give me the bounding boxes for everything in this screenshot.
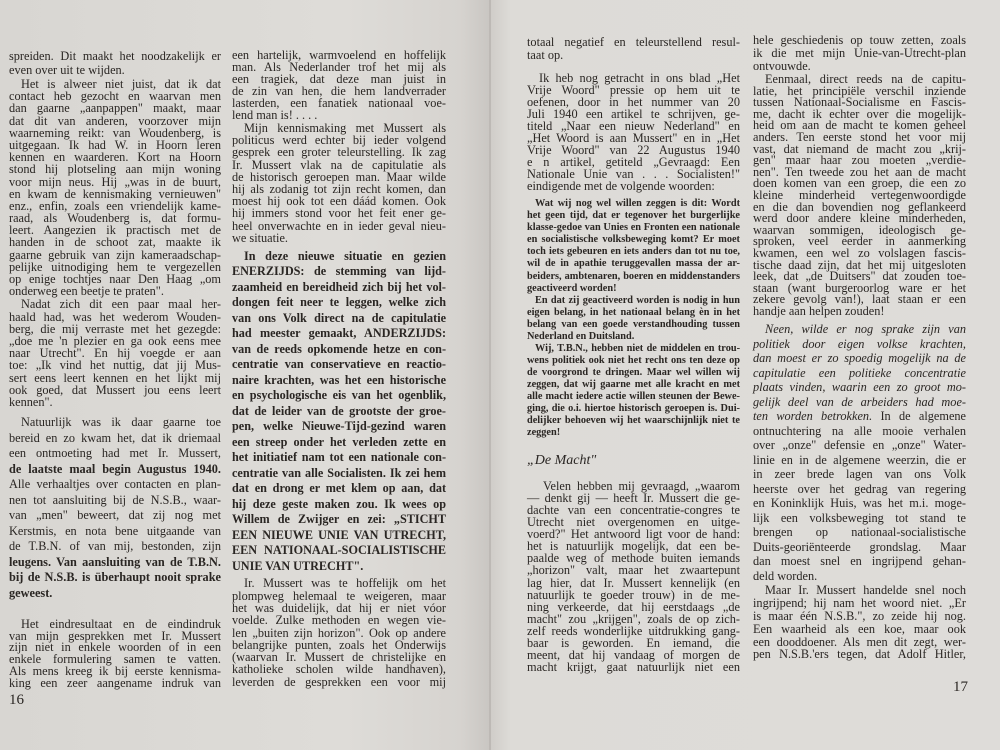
text-line: latie, het principiële verschil inziende — [753, 83, 966, 98]
text-line: e n artikel, getiteld „Gevraagd: Een — [527, 155, 740, 169]
paragraph — [232, 49, 446, 121]
text-line: een dooddoener. Als men dit zegt, wer- — [753, 634, 966, 649]
text-line: eigen belang, in het nationaal belang èn in het — [527, 306, 740, 318]
text-line: Ir. Mussert vlak na de capitulatie als — [232, 157, 446, 172]
text-line: zaamheid en bereidheid zich bij het vol- — [232, 279, 446, 294]
paragraph — [527, 72, 740, 192]
text-line: king een zeer aangename indruk van — [9, 675, 221, 690]
text-line: over „onze" defensie en „onze" Water- — [753, 438, 966, 453]
text-line: een streep onder het verleden zette en — [232, 434, 446, 449]
text-line: de zin van hen, die hem landverrader — [232, 84, 446, 98]
text-line: de historisch geroepen man. Maar wilde — [232, 169, 446, 184]
text-line: Een waarheid als een koe, maar ook — [753, 621, 966, 636]
paragraph — [9, 78, 221, 297]
text-line: dan gaarne „aanpappen" maakt, maar — [9, 101, 221, 116]
text-line — [9, 555, 221, 571]
bold-text: geweest. — [9, 585, 53, 600]
text-line: heel onverwachte en in ieder geval nieu- — [232, 218, 446, 233]
quoted-paragraph — [527, 198, 740, 295]
text-line: ging, die o.i. hiertoe historisch geroepen is. Dui- — [527, 402, 740, 414]
text-line: (waarvan Ir. Mussert de christelijke en — [232, 650, 446, 665]
text-line: kleine minderheid vertegenwoordigde — [753, 187, 966, 202]
paragraph — [9, 50, 221, 77]
text-line: tische daad zijn, dat het mij uitgesloten — [753, 257, 966, 272]
text-line: tussen Nationaal-Socialisme en Fascis- — [753, 95, 966, 110]
text-line: doen komen van een groep, die een zo — [753, 176, 966, 191]
text-line: Vrije Woord" pressie op hem uit te — [527, 83, 740, 97]
text-line: het geen tijd, dat er tegenover het burgerlijke — [527, 210, 740, 222]
text-line: geactiveerd worden! — [527, 282, 617, 294]
text-line: UNIE VAN UTRECHT". — [232, 558, 364, 573]
text-line: Het is alweer niet juist, dat ik dat — [21, 77, 221, 91]
text-line: een tragiek, dat deze man juist in — [232, 72, 446, 86]
text-line: lend man is! . . . . — [232, 108, 318, 122]
text-line: een ontmoeting had met Ir. Mussert, — [9, 446, 221, 461]
text-line: Wij, T.B.N., hebben niet de middelen en trou- — [535, 342, 740, 354]
text-line: hij als zodanig tot zijn recht komen, dan — [232, 181, 446, 196]
text-line: delijker behoeven wij het waarschijnlijk niet te — [527, 414, 740, 426]
text-line: anders. Ten eerste stond het voor mij — [753, 129, 966, 144]
text-line: Natuurlijk was ik daar gaarne toe — [21, 415, 221, 430]
paragraph — [753, 322, 966, 583]
page-17-column-2 — [753, 34, 966, 661]
text-line: van „men" beweert, dat zij nog met — [9, 508, 221, 523]
text-line: de T.B.N. of van mij, bestonden, zijn — [9, 539, 221, 554]
text-line: pelijke uitnodiging hem te vergezellen — [9, 259, 221, 274]
text-line: handje aan helpen zouden! — [753, 303, 885, 318]
text-line: van ons Volk direct na de capitulatie — [232, 310, 446, 325]
text-line: en kwam de kennismaking vernieuwen" — [9, 186, 221, 201]
text-line: politicus werd echter bij ieder volgend — [232, 133, 446, 148]
paragraph — [232, 122, 446, 244]
text-line: en Koninklijk Huis, was het m.i. moge- — [753, 496, 966, 511]
book-gutter — [489, 0, 491, 750]
text-line: wil de in apathie teruggevallen massa der ar- — [527, 258, 740, 270]
text-line: meent, dat hij vandaag of morgen de — [527, 648, 740, 663]
text-line: leert. Aangezien ik practisch met de — [9, 223, 221, 238]
text-line: centratie van conservatieve en reactio- — [232, 357, 446, 372]
text-line: van mijn gesprekken met Ir. Mussert — [9, 628, 221, 643]
text-line: naire krachten, was het een historische — [232, 372, 446, 387]
text-line: Nadat zich dit een paar maal her- — [21, 297, 221, 312]
text-line: kennen en waarderen. Kort na Hoorn — [9, 150, 221, 165]
page-number-16: 16 — [9, 692, 24, 708]
text-line: nen tot aansluiting bij de N.S.B., waar- — [9, 492, 221, 507]
text-line: ontnuchtering na alle mooie verhalen — [753, 423, 966, 438]
text-line: hij immers stond voor het feit ener ge- — [232, 206, 446, 221]
text-line: is maar één N.S.B.", zo zeide hij nog. — [753, 609, 966, 624]
text-line: lag hier, dat Ir. Mussert kennelijk (en — [527, 575, 740, 590]
bold-text: de laatste maal begin Augustus 1940. — [9, 461, 221, 476]
paragraph — [9, 415, 221, 601]
text-line: op enige tochtjes naar Den Haag „om — [9, 272, 221, 286]
text-line: Utrecht niet overgenomen en uitge- — [527, 515, 740, 530]
text-line: voerd?" Het antwoord ligt voor de hand: — [527, 527, 740, 542]
text-line: nen". Ten tweede zou het aan de macht — [753, 164, 966, 179]
text-line: stond hij plotseling aan mijn woning — [9, 162, 221, 177]
text-line: van de reeds opkomende hetze en con- — [232, 341, 446, 356]
text-line: even over uit te wijden. — [9, 62, 125, 77]
text-line — [9, 570, 221, 586]
text-line: pen, welke Nieuwe-Tijd-gezind waren — [232, 419, 446, 434]
text-line: ik die met mijn Unie-van-Utrecht-plan — [753, 46, 966, 60]
paragraph — [753, 34, 966, 73]
text-line: contact heb gezocht en waarvan men — [9, 89, 221, 104]
paragraph — [753, 584, 966, 661]
text-line: alle macht iedere actie willen steunen der Bewe- — [527, 390, 740, 402]
text-line: wens politiek ook niet het recht ons ten deze op — [527, 354, 740, 366]
text-line: Maar Ir. Mussert handelde snel noch — [765, 583, 966, 598]
paragraph — [753, 74, 966, 317]
text-line: ontvouwde. — [753, 59, 811, 73]
text-line: man. Als Nederlander trof het mij als — [232, 60, 446, 74]
text-line: heerste over het gedrag van regering — [753, 481, 966, 496]
text-line: had meester gemaakt, ANDERZIJDS: — [232, 326, 446, 341]
text-line: plompweg helemaal te weigeren, maar — [232, 588, 446, 603]
text-line: natuurlijk te goeder trouw) in de me- — [527, 587, 740, 602]
text-line: Ir. Mussert was te hoffelijk om het — [244, 576, 446, 591]
text-line: Wat wij nog wel willen zeggen is dit: Wordt — [535, 198, 740, 209]
text-line — [9, 586, 221, 602]
text-line: Nationale Unie van . . . Socialisten!" — [527, 167, 740, 181]
text-line: bereid en zo kwam het, dat ik driemaal — [9, 430, 221, 445]
text-line: zelf reeds wonderlijke uitdrukking gang- — [527, 623, 740, 638]
text-line: werd door andere kleine minderheden, — [753, 211, 966, 226]
text-line: het is natuurlijk mogelijk, dat een be- — [527, 539, 740, 554]
text-line: dat de leider van de grootste der groe- — [232, 403, 446, 418]
text-line: pen N.S.B.'ers tegen, dat Adolf Hitler, — [753, 647, 966, 662]
text-line: macht krijgt, gaat natuurlijk niet een — [527, 660, 740, 675]
text-line: dan moest snel en ingrijpend gehan- — [753, 554, 966, 569]
text-line: brengen op nationaal-socialistische — [753, 525, 966, 540]
paragraph — [232, 577, 446, 688]
text-line: leek, dat „de Duitsers" dat zouden toe- — [753, 269, 966, 284]
italic-text: dan moest er zo spoedig mogelijk na de — [753, 351, 966, 366]
text-line: EEN NATIONAAL-SOCIALISTISCHE — [232, 543, 446, 558]
text-line: kennen". — [9, 394, 53, 409]
text-line: waarvan sommigen, ideologisch ge- — [753, 222, 966, 237]
text-line: katholieke scholen wilde handhaven), — [232, 662, 446, 677]
text-line: Als mens kreeg ik bij eerste kennisma- — [9, 663, 221, 678]
paragraph — [527, 480, 740, 674]
page-16-column-2 — [232, 49, 446, 688]
text-line: Het eindresultaat en de eindindruk — [21, 617, 221, 632]
text-line: staan (want burgeroorlog ware er het — [753, 280, 966, 295]
text-line — [753, 395, 966, 410]
text-line: centratie van alle Socialisten. Ik zei hem — [232, 465, 446, 480]
text-line: naar Utrecht". En hij voegde er aan — [9, 346, 221, 361]
text-line — [753, 337, 966, 352]
text-line: „Het Woord is aan Mussert" en in „Het — [527, 131, 740, 145]
text-line: totaal negatief en teleurstellend resul- — [527, 35, 740, 49]
text-line: Kerstmis, en nota bene uitgaande van — [9, 523, 221, 538]
text-line: Mijn kennismaking met Mussert als — [244, 121, 446, 135]
bold-text: bij de N.S.B. is überhaupt nooit sprake — [9, 570, 221, 585]
text-line: het was duidelijk, dat hij er niet vóor — [232, 600, 446, 615]
text-line: zeggen! — [527, 426, 561, 438]
text-line: linie en in de algemene weerzin, die er — [753, 452, 966, 467]
text-line: Juli 1940 een artikel te schrijven, ge- — [527, 107, 740, 121]
text-line: gesprek een groter teleurstelling. Ik zag — [232, 145, 446, 160]
page-17-column-1 — [527, 36, 740, 673]
text-line: leverden de gesprekken een voor mij — [232, 674, 446, 689]
text-line: en socialistische volksbeweging komt? Er moet — [527, 234, 740, 246]
italic-text: plaats vinden, waarin een zo groot mo- — [753, 380, 966, 395]
text-line: enkele formulering samen te vatten. — [9, 652, 221, 667]
text-line — [753, 322, 966, 337]
text-line: voelde. Zulke methoden en wegen vie- — [232, 613, 446, 628]
text-line: spreiden. Dit maakt het noodzakelijk er — [9, 49, 221, 63]
text-line: ning verkeerde, dat hij eerstdaags „de — [527, 599, 740, 614]
text-line: len „buiten zijn horizon". Ook op andere — [232, 625, 446, 640]
text-line: taat op. — [527, 47, 564, 62]
text-line: dat en drong er met klem op aan, dat — [232, 481, 446, 496]
text-line: „doe me 'n plezier en ga ook eens mee — [9, 333, 221, 348]
text-line: het initiatief nam tot een nationale con- — [232, 450, 446, 465]
italic-text: capitulatie een politieke concentratie — [753, 365, 966, 380]
text-line: eindigende met de volgende woorden: — [527, 179, 715, 193]
text-line: dongen feit neer te leggen, welke zich — [232, 295, 446, 310]
text-line: zekere gevolg van!), laat staan er een — [753, 292, 966, 307]
text-line: Willem de Zwijger en zei: „STICHT — [232, 512, 446, 527]
italic-text: gelijk deel van de arbeiders had moe- — [753, 394, 966, 409]
text-line: In deze nieuwe situatie en gezien — [244, 248, 446, 263]
text-line: een hartelijk, warmvoelend en hoffelijk — [232, 48, 446, 62]
text-line: me, dacht ik echter over die mogelijk- — [753, 106, 966, 121]
text-line: macht" zou „krijgen", zoals de op zich- — [527, 611, 740, 626]
text-line: ook goed, dat Mussert jou eens leert — [9, 382, 221, 397]
text-line: EEN NIEUWE UNIE VAN UTRECHT, — [232, 527, 446, 542]
text-line: — denkt gij — heeft Ir. Mussert die ge- — [527, 490, 740, 505]
text-line: deld worden. — [753, 568, 818, 583]
page-16-column-1 — [9, 50, 221, 689]
text-line: sert eens leert kennen en het lijkt mij — [9, 370, 221, 385]
text-line: moest hij ook tot een dáád komen. Ook — [232, 194, 446, 209]
text-line: Alle verhaaltjes over contacten en plan- — [9, 477, 221, 492]
text-line — [753, 351, 966, 366]
text-line: Eenmaal, direct reeds na de capitu- — [765, 72, 966, 86]
text-line: enz., enfin, zoals een vriendelijk kame- — [9, 198, 221, 213]
text-line — [753, 409, 966, 424]
text-line: klasse-gedoe van Unies en Fronten een nationale — [527, 222, 740, 234]
text-line: berg, die mij verraste met het gezegde: — [9, 321, 221, 336]
text-line: dat dit van anderen, voorzover mijn — [9, 113, 221, 128]
text-line: hele geschiedenis op touw zetten, zoals — [753, 33, 966, 47]
text-line: heid om aan de macht te komen geheel — [753, 118, 966, 133]
text-line: paalde weg of methode buiten iemands — [527, 551, 740, 566]
text-line: Duits-georiënteerde grondslag. Maar — [753, 539, 966, 554]
text-line: voor mijn neus. Hij „was in de buurt, — [9, 174, 221, 189]
text-line: baar is geworden. En iemand, die — [527, 635, 740, 650]
text-line: belangrijke punten, zoals het Onderwijs — [232, 637, 446, 652]
text-line: ENERZIJDS: de stemming van lijd- — [232, 264, 446, 279]
paragraph — [9, 619, 221, 689]
text-line: waarneming reikt: van Woudenberg, is — [9, 125, 221, 140]
text-line: beiders, ambtenaren, boeren en middenstanders — [527, 270, 740, 282]
text-line: in zeer brede lagen van ons Volk — [753, 467, 966, 482]
text-line: raad, als Woudenberg is, dat formu- — [9, 211, 221, 226]
italic-text: Neen, wilde er nog sprake zijn van — [765, 322, 966, 337]
text-line: vast, dat niemand de macht zou „krij- — [753, 141, 966, 156]
italic-text: politiek door eigen volkse krachten, — [753, 336, 966, 351]
text-line: En dat zij geactiveerd worden is nodig in hun — [535, 294, 740, 306]
text-line: en psychologische eis van het ogenblik, — [232, 388, 446, 403]
text-line: hij deze geste maken zou. Ik wees op — [232, 496, 446, 511]
text-line: toe: „Ik vind het nuttig, dat jij Mus- — [9, 358, 221, 373]
text-line: lasterden, een fanatiek nationaal voe- — [232, 96, 446, 110]
text-line: Velen hebben mij gevraagd, „waarom — [543, 478, 740, 493]
italic-text: ten worden betrokken. — [753, 409, 873, 424]
quoted-paragraph — [527, 295, 740, 343]
text-line: handen in de schoot zat, maakte ik — [9, 235, 221, 250]
text-line: Vrije Woord" van 22 Augustus 1940 — [527, 143, 740, 157]
text-line — [753, 366, 966, 381]
text-line: zeggen, dat wij gaarne met alle kracht en met — [527, 378, 740, 390]
paragraph — [9, 298, 221, 408]
text-line: „horizon" valt, maar het zwaartepunt — [527, 563, 740, 578]
text-line: toch iets gebeuren en iets anders dan tot nu toe, — [527, 246, 740, 258]
text-line: onderweg een beetje te praten". — [9, 284, 164, 299]
text-line: gaarne gebruik van zijn kameraadschap- — [9, 247, 221, 262]
paragraph — [527, 36, 740, 61]
text-line: lijk een volksbeweging tot stand te — [753, 510, 966, 525]
text-line: Ik heb nog getracht in ons blad „Het — [539, 71, 740, 85]
text-line: ingrijpend; hij nam het woord niet. „Er — [753, 596, 966, 611]
text-line — [753, 380, 966, 395]
text-line: Nederland en Duitsland. — [527, 330, 635, 342]
quoted-paragraph — [527, 343, 740, 439]
text-line: gen" maar haar zou moeten „verdie- — [753, 153, 966, 168]
text-line: dachte van een concentratie-congres te — [527, 502, 740, 517]
text-line: haald had, was het wederom Wouden- — [9, 309, 221, 324]
text-line: we situatie. — [232, 230, 289, 245]
section-heading: „De Macht" — [527, 452, 597, 468]
paragraph — [232, 249, 446, 575]
text-line: en die dan bovendien nog geflankeerd — [753, 199, 966, 214]
bold-text: leugens. Van aansluiting van de T.B.N. — [9, 554, 221, 569]
text-line: uitgegaan. Ik had W. in Hoorn leren — [9, 137, 221, 152]
text-line: kwamen, een wel zo volslagen fascis- — [753, 245, 966, 260]
text-line: titeld „Naar een nieuw Nederland" en — [527, 119, 740, 133]
text-line: oefenen, door in het nummer van 20 — [527, 95, 740, 109]
page-number-17: 17 — [953, 679, 968, 695]
text-line: sproken, veel eerder in aanmerking — [753, 234, 966, 249]
text-line: zijn niet in enkele woorden of in een — [9, 640, 221, 655]
normal-text: In de algemene — [872, 409, 967, 424]
text-line: belang van een goede verstandhouding tussen — [527, 318, 740, 330]
text-line — [9, 462, 221, 478]
text-line: de voorgrond te dringen. Maar wel willen wij — [527, 366, 740, 378]
